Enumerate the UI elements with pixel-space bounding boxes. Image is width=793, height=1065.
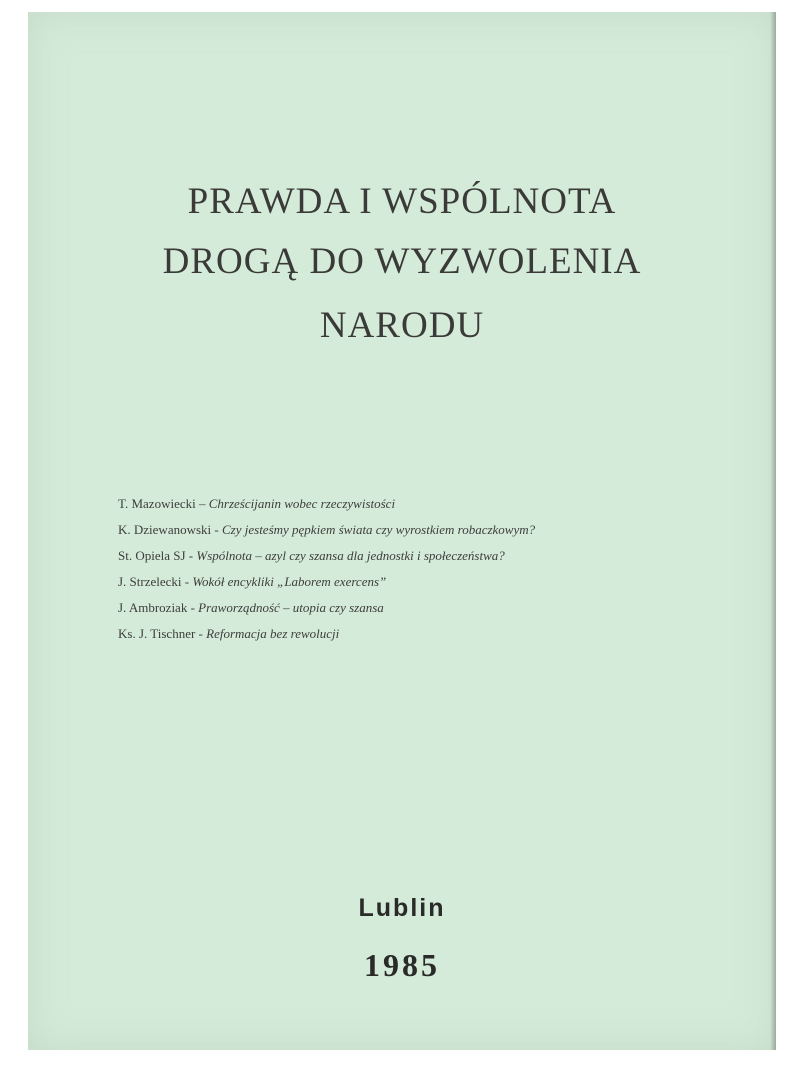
imprint-year: 1985	[364, 947, 440, 983]
entry-separator: -	[185, 548, 197, 563]
title-line-3: NARODU	[319, 305, 485, 346]
entry-title: Czy jesteśmy pępkiem świata czy wyrostkiem robaczkowym?	[222, 522, 536, 537]
entry-separator: -	[181, 574, 193, 589]
entry-separator: -	[187, 600, 199, 615]
contents-entry	[118, 520, 758, 540]
entry-author: J. Strzelecki	[118, 574, 182, 589]
entry-separator: -	[195, 626, 207, 641]
table-of-contents	[118, 494, 758, 650]
entry-title: Praworządność – utopia czy szansa	[198, 600, 384, 615]
title-line-2: DROGĄ DO WYZWOLENIA	[162, 241, 642, 282]
entry-title: Wokół encykliki „Laborem exercens”	[192, 574, 387, 589]
entry-author: K. Dziewanowski	[118, 522, 212, 537]
book-title	[28, 172, 776, 356]
entry-title: Reformacja bez rewolucji	[206, 626, 340, 641]
entry-author: Ks. J. Tischner	[118, 626, 196, 641]
contents-entry	[118, 598, 758, 618]
book-cover	[28, 12, 776, 1050]
contents-entry	[118, 546, 758, 566]
entry-title: Wspólnota – azyl czy szansa dla jednostki i społeczeństwa?	[196, 548, 505, 563]
contents-entry	[118, 494, 758, 514]
entry-author: St. Opiela SJ	[118, 548, 186, 563]
contents-entry	[118, 572, 758, 592]
imprint-place: Lublin	[358, 894, 446, 922]
entry-author: J. Ambroziak	[118, 600, 188, 615]
entry-author: T. Mazowiecki	[118, 496, 196, 511]
title-line-1: PRAWDA I WSPÓLNOTA	[187, 181, 617, 222]
entry-title: Chrześcijanin wobec rzeczywistości	[208, 496, 396, 511]
entry-separator: -	[211, 522, 222, 537]
entry-separator: –	[195, 496, 209, 511]
contents-entry	[118, 624, 758, 644]
